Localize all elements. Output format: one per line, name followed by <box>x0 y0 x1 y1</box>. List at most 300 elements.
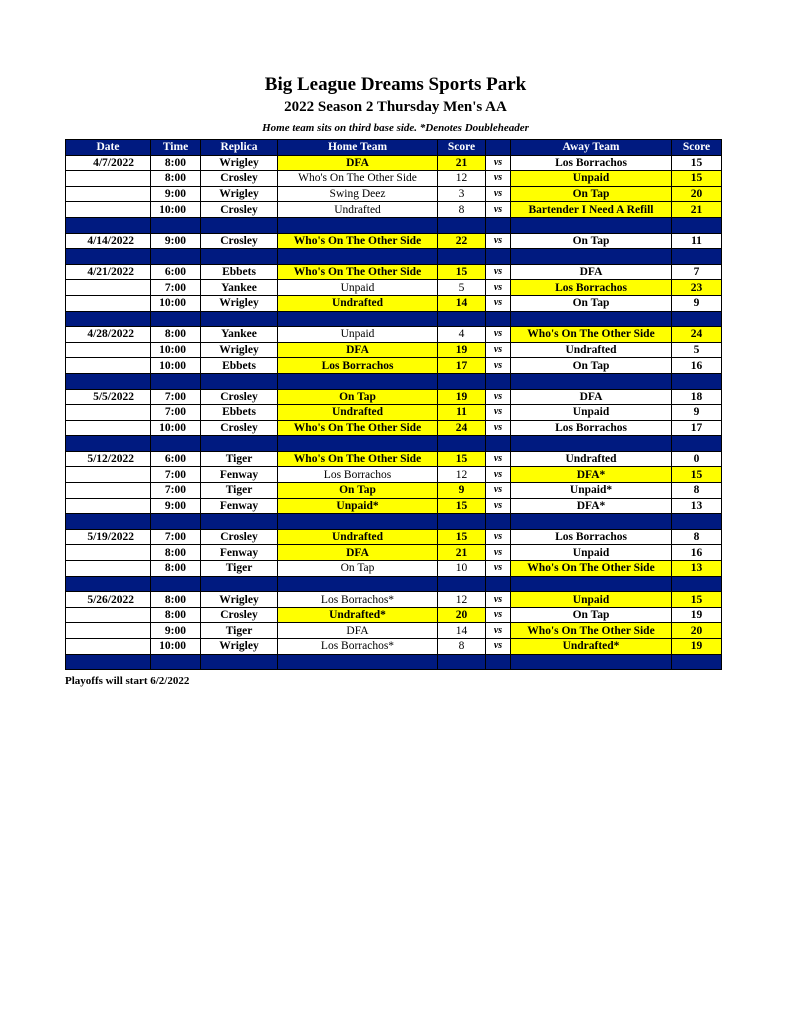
date-cell <box>66 607 151 623</box>
game-row <box>66 639 722 655</box>
vs-cell: vs <box>486 529 511 545</box>
home-score-cell: 14 <box>438 623 486 639</box>
separator-cell <box>151 217 201 233</box>
separator-row <box>66 373 722 389</box>
date-cell <box>66 545 151 561</box>
schedule-table <box>65 139 722 670</box>
separator-cell <box>486 654 511 670</box>
vs-cell: vs <box>486 233 511 249</box>
away-score-cell: 15 <box>672 155 722 171</box>
replica-cell: Crosley <box>201 607 278 623</box>
date-cell: 4/28/2022 <box>66 327 151 343</box>
date-cell <box>66 623 151 639</box>
time-cell: 10:00 <box>151 342 201 358</box>
separator-cell <box>278 217 438 233</box>
separator-cell <box>151 576 201 592</box>
replica-cell: Wrigley <box>201 155 278 171</box>
away-team-cell: DFA <box>511 389 672 405</box>
vs-cell: vs <box>486 280 511 296</box>
vs-cell: vs <box>486 561 511 577</box>
separator-cell <box>66 311 151 327</box>
separator-cell <box>278 249 438 265</box>
game-row <box>66 342 722 358</box>
separator-cell <box>511 514 672 530</box>
home-score-cell: 19 <box>438 342 486 358</box>
replica-cell: Crosley <box>201 389 278 405</box>
game-row <box>66 545 722 561</box>
header-time: Time <box>151 140 201 156</box>
away-score-cell: 21 <box>672 202 722 218</box>
away-score-cell: 11 <box>672 233 722 249</box>
game-row <box>66 233 722 249</box>
away-team-cell: Los Borrachos <box>511 280 672 296</box>
replica-cell: Wrigley <box>201 342 278 358</box>
game-row <box>66 280 722 296</box>
replica-cell: Wrigley <box>201 592 278 608</box>
away-team-cell: Undrafted* <box>511 639 672 655</box>
separator-cell <box>201 249 278 265</box>
replica-cell: Wrigley <box>201 186 278 202</box>
separator-cell <box>511 436 672 452</box>
separator-cell <box>672 654 722 670</box>
vs-cell: vs <box>486 295 511 311</box>
away-team-cell: DFA <box>511 264 672 280</box>
home-team-cell: Who's On The Other Side <box>278 264 438 280</box>
away-team-cell: Who's On The Other Side <box>511 561 672 577</box>
separator-cell <box>486 576 511 592</box>
separator-cell <box>672 311 722 327</box>
home-team-cell: Unpaid <box>278 280 438 296</box>
home-team-cell: Swing Deez <box>278 186 438 202</box>
vs-cell: vs <box>486 545 511 561</box>
date-cell <box>66 467 151 483</box>
vs-cell: vs <box>486 155 511 171</box>
away-team-cell: Bartender I Need A Refill <box>511 202 672 218</box>
time-cell: 9:00 <box>151 498 201 514</box>
time-cell: 8:00 <box>151 327 201 343</box>
time-cell: 7:00 <box>151 467 201 483</box>
vs-cell: vs <box>486 592 511 608</box>
away-score-cell: 18 <box>672 389 722 405</box>
separator-cell <box>151 436 201 452</box>
separator-cell <box>151 373 201 389</box>
header-vs <box>486 140 511 156</box>
header-away-score: Score <box>672 140 722 156</box>
time-cell: 10:00 <box>151 202 201 218</box>
away-score-cell: 13 <box>672 498 722 514</box>
home-team-cell: Who's On The Other Side <box>278 171 438 187</box>
away-score-cell: 13 <box>672 561 722 577</box>
separator-row <box>66 217 722 233</box>
away-score-cell: 17 <box>672 420 722 436</box>
separator-cell <box>66 373 151 389</box>
separator-cell <box>278 373 438 389</box>
away-score-cell: 20 <box>672 623 722 639</box>
separator-cell <box>438 654 486 670</box>
date-cell <box>66 561 151 577</box>
separator-cell <box>151 654 201 670</box>
away-score-cell: 7 <box>672 264 722 280</box>
home-team-cell: Who's On The Other Side <box>278 420 438 436</box>
table-header-row <box>66 140 722 156</box>
time-cell: 7:00 <box>151 389 201 405</box>
time-cell: 7:00 <box>151 280 201 296</box>
separator-cell <box>438 217 486 233</box>
separator-cell <box>511 654 672 670</box>
vs-cell: vs <box>486 327 511 343</box>
vs-cell: vs <box>486 358 511 374</box>
home-team-cell: Undrafted* <box>278 607 438 623</box>
vs-cell: vs <box>486 451 511 467</box>
away-score-cell: 8 <box>672 529 722 545</box>
away-team-cell: Unpaid <box>511 171 672 187</box>
home-score-cell: 9 <box>438 483 486 499</box>
replica-cell: Ebbets <box>201 264 278 280</box>
date-cell <box>66 280 151 296</box>
away-team-cell: DFA* <box>511 498 672 514</box>
home-team-cell: Los Borrachos <box>278 358 438 374</box>
away-team-cell: Who's On The Other Side <box>511 327 672 343</box>
game-row <box>66 451 722 467</box>
game-row <box>66 607 722 623</box>
separator-cell <box>511 373 672 389</box>
date-cell <box>66 498 151 514</box>
separator-cell <box>66 436 151 452</box>
home-team-cell: Unpaid* <box>278 498 438 514</box>
home-score-cell: 21 <box>438 545 486 561</box>
home-score-cell: 12 <box>438 171 486 187</box>
date-cell: 5/12/2022 <box>66 451 151 467</box>
home-team-cell: DFA <box>278 623 438 639</box>
home-score-cell: 4 <box>438 327 486 343</box>
separator-cell <box>511 249 672 265</box>
separator-cell <box>66 217 151 233</box>
home-score-cell: 17 <box>438 358 486 374</box>
home-team-cell: Undrafted <box>278 405 438 421</box>
page-title: Big League Dreams Sports Park <box>264 74 527 95</box>
schedule-note: Home team sits on third base side. *Denotes Doubleheader <box>262 122 529 134</box>
time-cell: 8:00 <box>151 545 201 561</box>
date-cell: 5/19/2022 <box>66 529 151 545</box>
date-cell: 4/7/2022 <box>66 155 151 171</box>
home-team-cell: On Tap <box>278 561 438 577</box>
away-score-cell: 5 <box>672 342 722 358</box>
game-row <box>66 420 722 436</box>
game-row <box>66 467 722 483</box>
away-score-cell: 15 <box>672 592 722 608</box>
separator-cell <box>486 436 511 452</box>
separator-cell <box>201 373 278 389</box>
time-cell: 8:00 <box>151 171 201 187</box>
replica-cell: Crosley <box>201 529 278 545</box>
separator-cell <box>672 217 722 233</box>
replica-cell: Crosley <box>201 233 278 249</box>
home-score-cell: 22 <box>438 233 486 249</box>
home-team-cell: DFA <box>278 545 438 561</box>
time-cell: 6:00 <box>151 264 201 280</box>
home-score-cell: 15 <box>438 264 486 280</box>
separator-cell <box>486 217 511 233</box>
game-row <box>66 498 722 514</box>
replica-cell: Wrigley <box>201 295 278 311</box>
game-row <box>66 529 722 545</box>
away-team-cell: DFA* <box>511 467 672 483</box>
separator-cell <box>201 217 278 233</box>
separator-cell <box>511 217 672 233</box>
separator-cell <box>486 514 511 530</box>
away-score-cell: 0 <box>672 451 722 467</box>
date-cell <box>66 295 151 311</box>
separator-cell <box>438 249 486 265</box>
home-team-cell: Los Borrachos <box>278 467 438 483</box>
date-cell <box>66 405 151 421</box>
home-score-cell: 14 <box>438 295 486 311</box>
vs-cell: vs <box>486 186 511 202</box>
game-row <box>66 623 722 639</box>
game-row <box>66 561 722 577</box>
away-team-cell: On Tap <box>511 358 672 374</box>
vs-cell: vs <box>486 171 511 187</box>
date-cell: 4/21/2022 <box>66 264 151 280</box>
date-cell: 4/14/2022 <box>66 233 151 249</box>
time-cell: 10:00 <box>151 358 201 374</box>
home-score-cell: 15 <box>438 529 486 545</box>
replica-cell: Tiger <box>201 483 278 499</box>
game-row <box>66 358 722 374</box>
replica-cell: Yankee <box>201 280 278 296</box>
separator-cell <box>486 249 511 265</box>
away-team-cell: Unpaid <box>511 545 672 561</box>
home-score-cell: 5 <box>438 280 486 296</box>
time-cell: 7:00 <box>151 405 201 421</box>
time-cell: 8:00 <box>151 592 201 608</box>
away-team-cell: Undrafted <box>511 451 672 467</box>
game-row <box>66 186 722 202</box>
separator-cell <box>278 654 438 670</box>
separator-cell <box>201 311 278 327</box>
game-row <box>66 592 722 608</box>
date-cell <box>66 420 151 436</box>
separator-cell <box>486 311 511 327</box>
replica-cell: Tiger <box>201 561 278 577</box>
separator-cell <box>672 514 722 530</box>
game-row <box>66 327 722 343</box>
game-row <box>66 405 722 421</box>
replica-cell: Ebbets <box>201 358 278 374</box>
away-score-cell: 8 <box>672 483 722 499</box>
date-cell <box>66 342 151 358</box>
away-score-cell: 24 <box>672 327 722 343</box>
away-team-cell: Los Borrachos <box>511 155 672 171</box>
vs-cell: vs <box>486 420 511 436</box>
separator-cell <box>672 436 722 452</box>
date-cell <box>66 186 151 202</box>
game-row <box>66 171 722 187</box>
home-score-cell: 24 <box>438 420 486 436</box>
game-row <box>66 295 722 311</box>
away-team-cell: On Tap <box>511 295 672 311</box>
separator-cell <box>201 514 278 530</box>
away-team-cell: Unpaid <box>511 405 672 421</box>
separator-cell <box>151 311 201 327</box>
date-cell <box>66 639 151 655</box>
header-home-score: Score <box>438 140 486 156</box>
time-cell: 10:00 <box>151 295 201 311</box>
away-score-cell: 20 <box>672 186 722 202</box>
away-score-cell: 9 <box>672 295 722 311</box>
separator-cell <box>201 654 278 670</box>
away-score-cell: 15 <box>672 467 722 483</box>
time-cell: 7:00 <box>151 483 201 499</box>
separator-cell <box>672 576 722 592</box>
home-team-cell: DFA <box>278 342 438 358</box>
header-away-team: Away Team <box>511 140 672 156</box>
separator-cell <box>486 373 511 389</box>
away-team-cell: Los Borrachos <box>511 529 672 545</box>
away-team-cell: On Tap <box>511 607 672 623</box>
separator-cell <box>66 249 151 265</box>
playoffs-note: Playoffs will start 6/2/2022 <box>65 675 190 687</box>
time-cell: 9:00 <box>151 623 201 639</box>
replica-cell: Ebbets <box>201 405 278 421</box>
vs-cell: vs <box>486 405 511 421</box>
home-team-cell: Unpaid <box>278 327 438 343</box>
separator-cell <box>66 654 151 670</box>
home-score-cell: 12 <box>438 467 486 483</box>
separator-cell <box>438 514 486 530</box>
away-score-cell: 16 <box>672 358 722 374</box>
vs-cell: vs <box>486 389 511 405</box>
separator-cell <box>438 576 486 592</box>
vs-cell: vs <box>486 467 511 483</box>
replica-cell: Tiger <box>201 451 278 467</box>
replica-cell: Crosley <box>201 171 278 187</box>
separator-cell <box>66 514 151 530</box>
separator-cell <box>278 576 438 592</box>
home-score-cell: 10 <box>438 561 486 577</box>
away-team-cell: Unpaid* <box>511 483 672 499</box>
time-cell: 9:00 <box>151 186 201 202</box>
home-score-cell: 19 <box>438 389 486 405</box>
home-team-cell: Undrafted <box>278 295 438 311</box>
separator-cell <box>438 373 486 389</box>
header-home-team: Home Team <box>278 140 438 156</box>
separator-row <box>66 436 722 452</box>
home-team-cell: DFA <box>278 155 438 171</box>
date-cell <box>66 202 151 218</box>
home-score-cell: 3 <box>438 186 486 202</box>
season-subtitle: 2022 Season 2 Thursday Men's AA <box>284 99 507 115</box>
away-team-cell: On Tap <box>511 233 672 249</box>
schedule-body <box>66 155 722 670</box>
home-team-cell: Undrafted <box>278 202 438 218</box>
home-score-cell: 15 <box>438 498 486 514</box>
home-team-cell: Who's On The Other Side <box>278 233 438 249</box>
away-score-cell: 19 <box>672 639 722 655</box>
away-score-cell: 15 <box>672 171 722 187</box>
home-score-cell: 8 <box>438 639 486 655</box>
away-score-cell: 16 <box>672 545 722 561</box>
separator-cell <box>151 514 201 530</box>
away-team-cell: Unpaid <box>511 592 672 608</box>
separator-row <box>66 576 722 592</box>
replica-cell: Crosley <box>201 202 278 218</box>
replica-cell: Tiger <box>201 623 278 639</box>
time-cell: 8:00 <box>151 155 201 171</box>
time-cell: 6:00 <box>151 451 201 467</box>
separator-cell <box>151 249 201 265</box>
replica-cell: Crosley <box>201 420 278 436</box>
date-cell <box>66 483 151 499</box>
separator-cell <box>438 436 486 452</box>
away-score-cell: 9 <box>672 405 722 421</box>
vs-cell: vs <box>486 264 511 280</box>
away-team-cell: Who's On The Other Side <box>511 623 672 639</box>
time-cell: 7:00 <box>151 529 201 545</box>
away-score-cell: 19 <box>672 607 722 623</box>
home-team-cell: On Tap <box>278 389 438 405</box>
game-row <box>66 483 722 499</box>
home-score-cell: 21 <box>438 155 486 171</box>
vs-cell: vs <box>486 623 511 639</box>
replica-cell: Fenway <box>201 467 278 483</box>
home-team-cell: Los Borrachos* <box>278 639 438 655</box>
home-team-cell: On Tap <box>278 483 438 499</box>
separator-cell <box>278 436 438 452</box>
separator-cell <box>511 311 672 327</box>
separator-cell <box>278 514 438 530</box>
header-replica: Replica <box>201 140 278 156</box>
separator-cell <box>438 311 486 327</box>
separator-cell <box>672 373 722 389</box>
home-team-cell: Undrafted <box>278 529 438 545</box>
game-row <box>66 389 722 405</box>
date-cell: 5/5/2022 <box>66 389 151 405</box>
away-team-cell: Undrafted <box>511 342 672 358</box>
game-row <box>66 155 722 171</box>
date-cell: 5/26/2022 <box>66 592 151 608</box>
time-cell: 9:00 <box>151 233 201 249</box>
vs-cell: vs <box>486 498 511 514</box>
game-row <box>66 202 722 218</box>
away-team-cell: On Tap <box>511 186 672 202</box>
vs-cell: vs <box>486 639 511 655</box>
replica-cell: Fenway <box>201 545 278 561</box>
date-cell <box>66 171 151 187</box>
home-score-cell: 11 <box>438 405 486 421</box>
time-cell: 10:00 <box>151 420 201 436</box>
home-team-cell: Who's On The Other Side <box>278 451 438 467</box>
time-cell: 8:00 <box>151 561 201 577</box>
replica-cell: Yankee <box>201 327 278 343</box>
separator-row <box>66 249 722 265</box>
time-cell: 8:00 <box>151 607 201 623</box>
separator-row <box>66 514 722 530</box>
separator-cell <box>511 576 672 592</box>
home-score-cell: 12 <box>438 592 486 608</box>
separator-cell <box>66 576 151 592</box>
separator-cell <box>201 436 278 452</box>
time-cell: 10:00 <box>151 639 201 655</box>
separator-cell <box>672 249 722 265</box>
replica-cell: Wrigley <box>201 639 278 655</box>
home-team-cell: Los Borrachos* <box>278 592 438 608</box>
date-cell <box>66 358 151 374</box>
away-team-cell: Los Borrachos <box>511 420 672 436</box>
away-score-cell: 23 <box>672 280 722 296</box>
home-score-cell: 15 <box>438 451 486 467</box>
replica-cell: Fenway <box>201 498 278 514</box>
